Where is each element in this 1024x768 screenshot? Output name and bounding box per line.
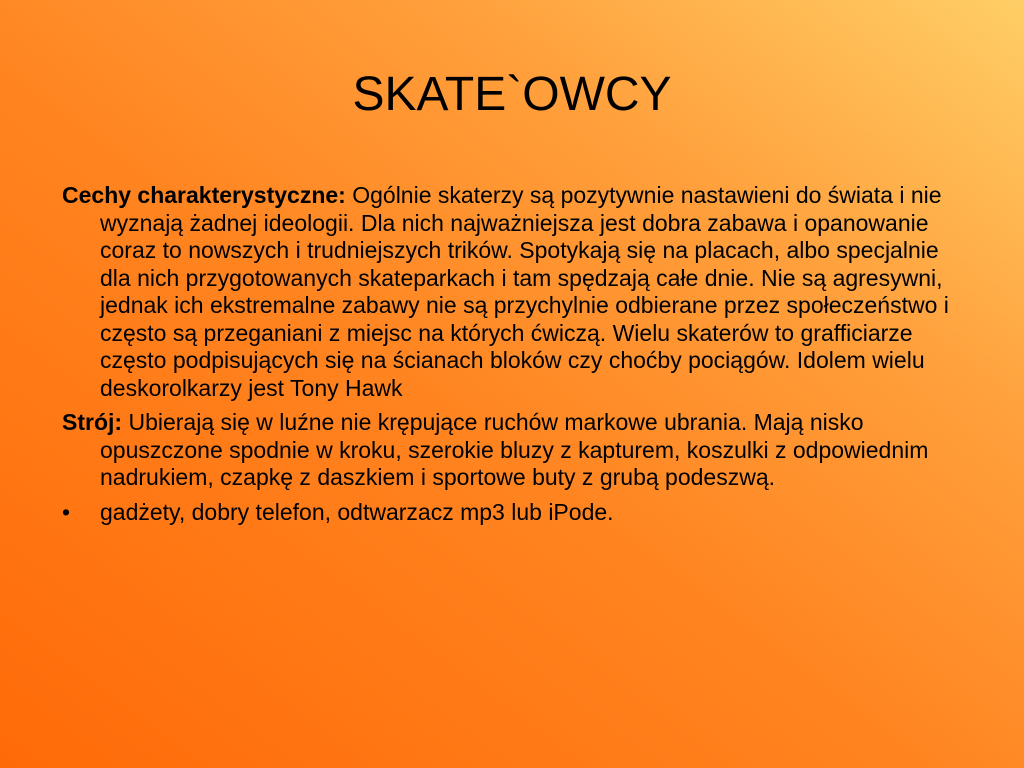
paragraph-characteristics xyxy=(62,182,972,402)
paragraph-outfit-text: Ubierają się w luźne nie krępujące ruchów markowe ubrania. Mają nisko opuszczone spodnie w kroku, szerokie bluzy z kapturem, koszulki z odpowiednim nadrukiem, czapkę z daszkiem i sportowe buty z grubą podeszwą. xyxy=(100,409,929,490)
bullet-item-gadgets xyxy=(62,499,972,527)
bullet-item-text: gadżety, dobry telefon, odtwarzacz mp3 lub iPode. xyxy=(100,498,614,525)
slide-title: SKATE`OWCY xyxy=(352,68,672,121)
paragraph-characteristics-text: Ogólnie skaterzy są pozytywnie nastawieni do świata i nie wyznają żadnej ideologii. Dla nich najważniejsza jest dobra zabawa i opanowanie coraz to nowszych i trudniejszych trików. Spotykają się na placach, albo specjalnie dla nich przygotowanych skateparkach i tam spędzają całe dnie. Nie są agresywni, jednak ich ekstremalne zabawy nie są przychylnie odbierane przez społeczeństwo i często są przeganiani z miejsc na których ćwiczą. Wielu skaterów to grafficiarze często podpisujących się na ścianach bloków czy choćby pociągów. Idolem wielu deskorolkarzy jest Tony Hawk xyxy=(100,182,949,401)
paragraph-outfit-label: Strój: xyxy=(62,409,123,435)
slide-body xyxy=(62,182,972,526)
paragraph-outfit xyxy=(62,409,972,492)
paragraph-characteristics-label: Cechy charakterystyczne: xyxy=(62,182,346,208)
bullet-icon: • xyxy=(62,498,71,525)
